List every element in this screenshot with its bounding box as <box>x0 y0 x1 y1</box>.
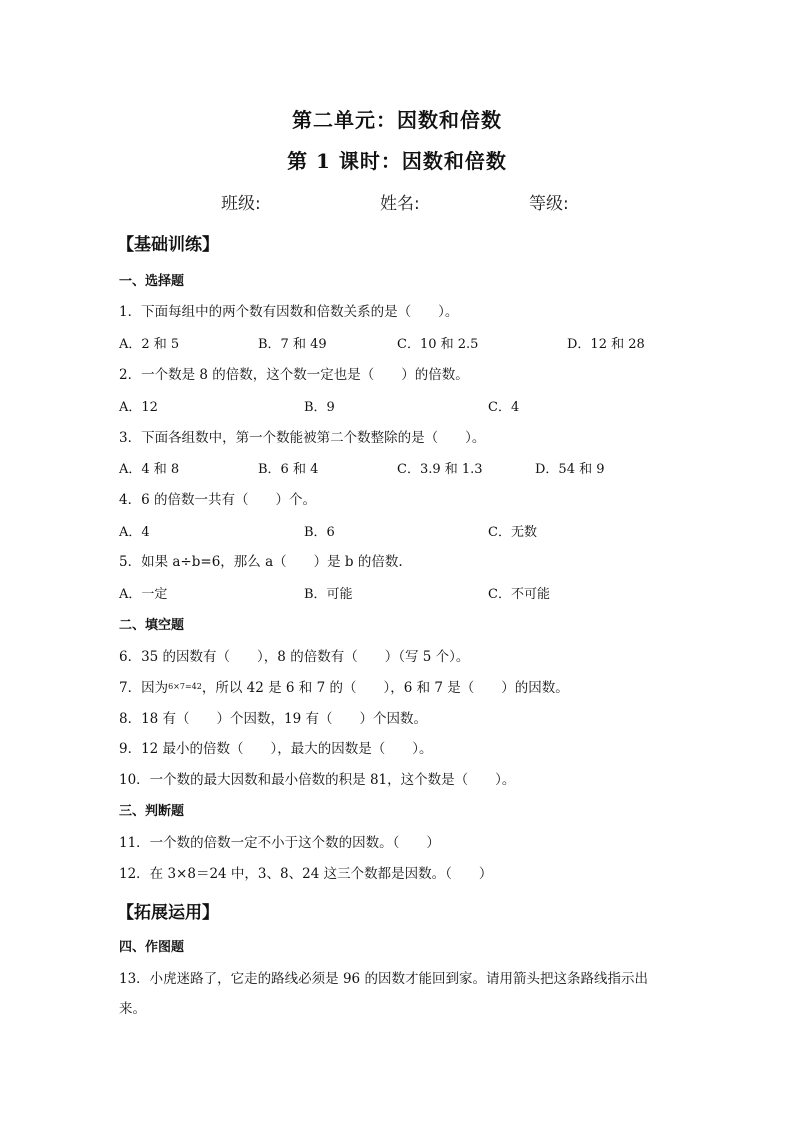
section-judge-heading: 三、判断题 <box>119 804 185 819</box>
q5-option-b: B．可能 <box>304 587 353 602</box>
question-9: 9．12 最小的倍数（ ），最大的因数是（ ）。 <box>119 741 433 757</box>
q5-option-c: C．不可能 <box>488 587 550 602</box>
q2-option-a: A．12 <box>119 400 158 415</box>
q3-option-c: C．3.9 和 1.3 <box>397 462 483 477</box>
q1-option-b: B．7 和 49 <box>258 337 327 352</box>
q4-option-c: C．无数 <box>488 525 537 540</box>
question-4: 4．6 的倍数一共有（ ）个。 <box>119 492 316 508</box>
grade-field-label: 等级: <box>529 194 569 214</box>
q3-option-d: D．54 和 9 <box>535 462 605 477</box>
question-10: 10．一个数的最大因数和最小倍数的积是 81，这个数是（ ）。 <box>119 772 516 788</box>
name-field-label: 姓名: <box>380 194 420 214</box>
q3-option-a: A．4 和 8 <box>119 462 180 477</box>
q4-option-b: B．6 <box>304 525 335 540</box>
q2-option-b: B．9 <box>304 400 335 415</box>
basic-training-heading: 【基础训练】 <box>117 235 219 255</box>
question-13-line-2: 来。 <box>119 1001 146 1017</box>
question-8: 8．18 有（ ）个因数，19 有（ ）个因数。 <box>119 711 428 727</box>
q3-option-b: B．6 和 4 <box>258 462 319 477</box>
question-6: 6．35 的因数有（ ），8 的倍数有（ ）（写 5 个）。 <box>119 649 470 665</box>
extension-heading: 【拓展运用】 <box>117 903 219 923</box>
unit-title: 第二单元：因数和倍数 <box>292 108 502 132</box>
question-7 <box>119 676 569 696</box>
question-5: 5．如果 a÷b=6，那么 a（ ）是 b 的倍数. <box>119 554 403 570</box>
q7-prefix: 7．因为 <box>119 680 169 696</box>
question-11: 11．一个数的倍数一定不小于这个数的因数。（ ） <box>119 835 440 851</box>
q1-option-d: D．12 和 28 <box>567 337 645 352</box>
class-field-label: 班级: <box>221 194 261 214</box>
section-fill-heading: 二、填空题 <box>119 618 185 633</box>
question-2: 2．一个数是 8 的倍数，这个数一定也是（ ）的倍数。 <box>119 367 469 383</box>
question-1: 1．下面每组中的两个数有因数和倍数关系的是（ ）。 <box>119 304 459 320</box>
section-choice-heading: 一、选择题 <box>119 274 185 289</box>
lesson-title: 第 1 课时：因数和倍数 <box>287 149 507 173</box>
question-3: 3．下面各组数中，第一个数能被第二个数整除的是（ ）。 <box>119 430 486 446</box>
question-13-line-1: 13．小虎迷路了，它走的路线必须是 96 的因数才能回到家。请用箭头把这条路线指示出 <box>119 971 648 987</box>
question-12: 12．在 3×8＝24 中，3、8、24 这三个数都是因数。（ ） <box>119 866 493 882</box>
q7-suffix: ，所以 42 是 6 和 7 的（ ），6 和 7 是（ ）的因数。 <box>201 680 569 696</box>
q4-option-a: A．4 <box>119 525 150 540</box>
section-drawing-heading: 四、作图题 <box>119 940 185 955</box>
q1-option-c: C．10 和 2.5 <box>397 337 479 352</box>
q7-equation: 6×7=42 <box>168 682 202 691</box>
q2-option-c: C．4 <box>488 400 520 415</box>
q1-option-a: A．2 和 5 <box>119 337 180 352</box>
q5-option-a: A．一定 <box>119 587 168 602</box>
